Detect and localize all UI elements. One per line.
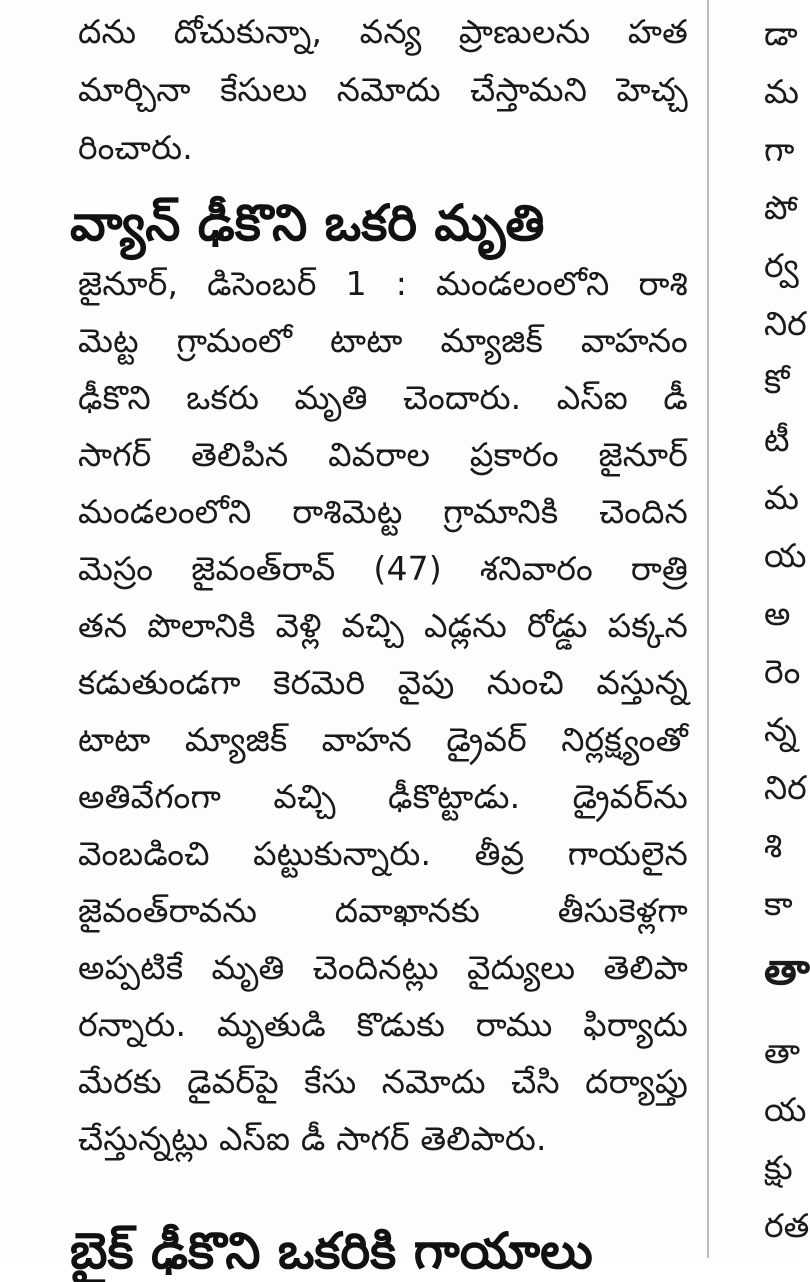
text-fragment: మ <box>764 478 799 517</box>
text-line: అతివేగంగా వచ్చి ఢీకొట్టాడు. డ్రైవర్‌ను <box>78 777 688 816</box>
text-fragment: క్షు <box>764 1148 793 1187</box>
text-line: చేస్తున్నట్లు ఎస్ఐ డీ సాగర్ తెలిపారు. <box>78 1119 547 1158</box>
text-fragment: కో <box>764 362 790 401</box>
text-line: కడుతుండగా కెరమెరి వైపు నుంచి వస్తున్న <box>78 663 688 702</box>
right-column-cropped <box>748 0 810 1258</box>
text-fragment-heading: తా <box>764 945 810 994</box>
text-fragment: రెం <box>764 652 801 691</box>
text-fragment: ర్వ <box>764 246 799 285</box>
text-line: రన్నారు. మృతుడి కొడుకు రాము ఫిర్యాదు <box>78 1005 688 1044</box>
text-line: వెంబడించి పట్టుకున్నారు. తీవ్ర గాయలైన <box>78 834 688 873</box>
text-fragment: గా <box>764 130 795 169</box>
text-line: జైనూర్, డిసెంబర్ 1 : మండలంలోని రాశి <box>78 264 688 303</box>
text-fragment: పో <box>764 188 798 227</box>
text-line: ఢీకొని ఒకరు మృతి చెందారు. ఎస్ఐ డీ <box>78 378 688 417</box>
text-line: రించారు. <box>78 128 193 167</box>
text-fragment: నిర <box>764 768 807 807</box>
text-line: మెస్రం జైవంత్‌రావ్ (47) శనివారం రాత్రి <box>78 549 688 588</box>
text-line: మెట్ట గ్రామంలో టాటా మ్యాజిక్ వాహనం <box>78 321 688 360</box>
text-line: దను దోచుకున్నా, వన్య ప్రాణులను హత <box>78 12 688 51</box>
text-line: సాగర్ తెలిపిన వివరాల ప్రకారం జైనూర్ <box>78 435 688 474</box>
column-divider <box>707 0 709 1258</box>
text-fragment: న్న <box>764 710 797 749</box>
text-line: మార్చినా కేసులు నమోదు చేస్తామని హెచ్చ <box>78 70 688 109</box>
text-fragment: కా <box>764 884 793 923</box>
text-fragment: మ <box>764 72 799 111</box>
text-line: జైవంత్‌రావను దవాఖానకు తీసుకెళ్లగా <box>78 891 688 930</box>
text-line: మేరకు డైవర్‌పై కేసు నమోదు చేసి దర్యాప్తు <box>78 1062 688 1101</box>
text-line: టాటా మ్యాజిక్ వాహన డ్రైవర్ నిర్లక్ష్యంతో <box>78 720 688 759</box>
text-line: మండలంలోని రాశిమెట్ట గ్రామానికి చెందిన <box>78 492 688 531</box>
text-fragment: నిర <box>764 304 807 343</box>
text-fragment: అ <box>764 594 791 633</box>
text-fragment: రత <box>764 1206 810 1245</box>
text-line: తన పొలానికి వెళ్లి వచ్చి ఎడ్లను రోడ్డు పక్కన <box>78 606 688 645</box>
text-fragment: టీ <box>764 420 790 459</box>
text-fragment: తా <box>764 1032 801 1071</box>
text-fragment: య <box>764 536 807 575</box>
text-fragment: శి <box>764 826 783 865</box>
text-fragment: య <box>764 1090 807 1129</box>
text-fragment: డా <box>764 14 798 53</box>
text-line: అప్పటికే మృతి చెందినట్లు వైద్యులు తెలిపా <box>78 948 688 987</box>
article-headline: వ్యాన్ ఢీకొని ఒకరి మృతి <box>70 194 545 252</box>
next-article-headline: బైక్ ఢీకొని ఒకరికి గాయాలు <box>70 1222 593 1280</box>
